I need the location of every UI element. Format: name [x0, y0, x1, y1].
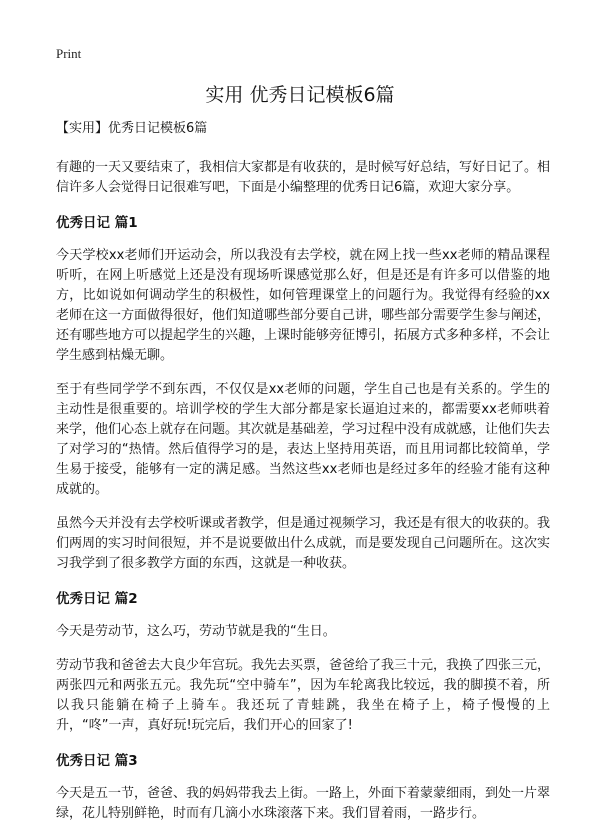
section-heading-3: 优秀日记 篇3 — [56, 753, 138, 769]
section-3-paragraph-1: 今天是五一节，爸爸、我的妈妈带我去上街。一路上，外面下着蒙蒙细雨，到处一片翠绿，花儿特别鲜艳，时而有几滴小水珠滚落下来。我们冒着雨，一路步行。 — [56, 786, 551, 821]
print-link[interactable]: Print — [56, 46, 82, 61]
section-1-paragraph-2: 至于有些同学学不到东西，不仅仅是xx老师的问题，学生自己也是有关系的。学生的主动性是很重要的。培训学校的学生大部分都是家长逼迫过来的，都需要xx老师哄着来学，他们心态上就存在问题。其次就是基础差，学习过程中没有成就感，让他们失去了对学习的“热情。然后值得学习的是，表达上坚持用英语，而且用词都比较简单，学生易于接受，能够有一定的满足感。当然这些xx老师也是经过多年的经验才能有这种成就的。 — [56, 382, 551, 497]
section-heading-2: 优秀日记 篇2 — [56, 591, 138, 607]
section-heading-1: 优秀日记 篇1 — [56, 215, 138, 231]
section-1-paragraph-1: 今天学校xx老师们开运动会，所以我没有去学校，就在网上找一些xx老师的精品课程听听，在网上听感觉上还是没有现场听课感觉那么好，但是还是有许多可以借鉴的地方，比如说如何调动学生的积极性，如何管理课堂上的问题行为。我觉得有经验的xx老师在这一方面做得很好，他们知道哪些部分要自己讲，哪些部分需要学生参与阐述，还有哪些地方可以提起学生的兴趣，上课时能够旁征博引，拓展方式多种多样，不会让学生感到枯燥无聊。 — [56, 248, 551, 363]
section-2-paragraph-1: 今天是劳动节，这么巧，劳动节就是我的“生日。 — [56, 624, 336, 639]
section-2-paragraph-2: 劳动节我和爸爸去大良少年宫玩。我先去买票，爸爸给了我三十元，我换了四张三元，两张四元和两张五元。我先玩“空中骑车”，因为车轮离我比较远，我的脚摸不着，所以我只能躺在椅子上骑车。我还玩了青蛙跳，我坐在椅子上，椅子慢慢的上升，“咚”一声，真好玩!玩完后，我们开心的回家了! — [56, 658, 551, 733]
document-body — [56, 120, 550, 838]
intro-paragraph: 有趣的一天又要结束了，我相信大家都是有收获的，是时候写好总结，写好日记了。相信许多人会觉得日记很难写吧，下面是小编整理的优秀日记6篇，欢迎大家分享。 — [56, 160, 551, 195]
page-title: 实用 优秀日记模板6篇 — [205, 84, 395, 106]
document-subtitle: 【实用】优秀日记模板6篇 — [56, 121, 208, 136]
section-1-paragraph-3: 虽然今天并没有去学校听课或者教学，但是通过视频学习，我还是有很大的收获的。我们两周的实习时间很短，并不是说要做出什么成就，而是要发现自己问题所在。这次实习我学到了很多教学方面的东西，这就是一种收获。 — [56, 516, 551, 571]
